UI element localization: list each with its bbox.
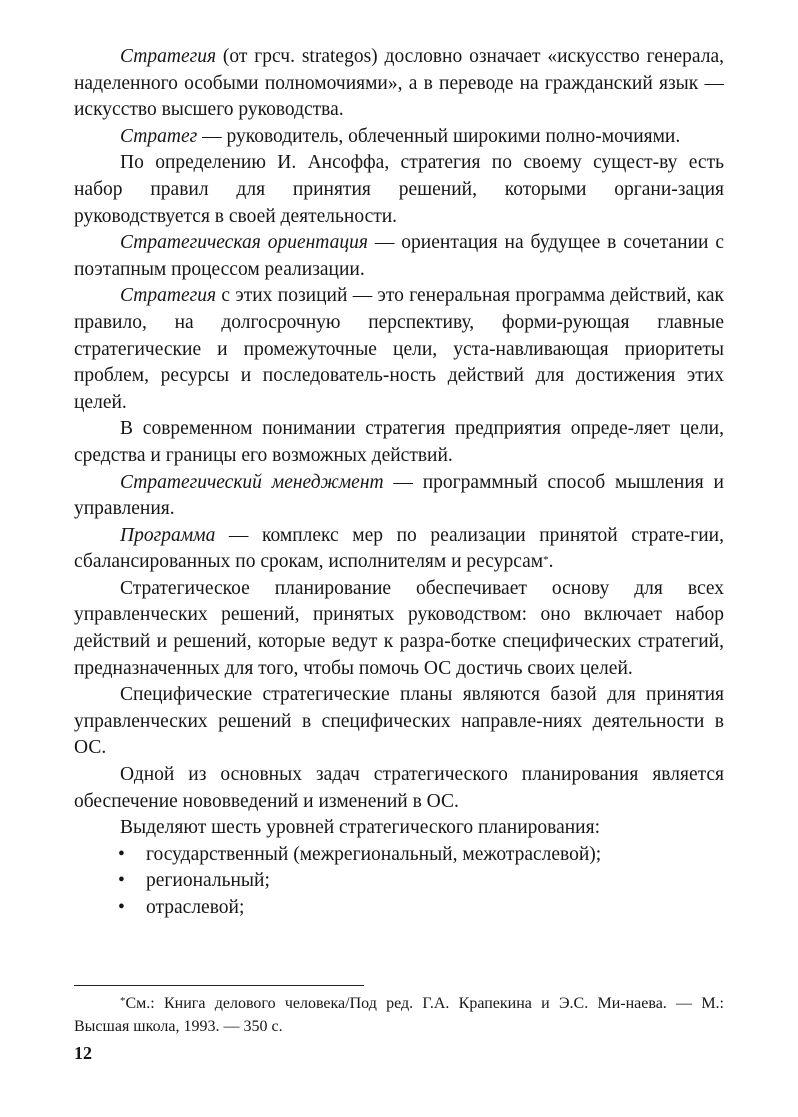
paragraph-strategic-planning <box>74 576 724 682</box>
paragraph-strategic-management <box>74 470 724 523</box>
footnote-divider <box>74 985 364 986</box>
paragraph-main-task <box>74 762 724 815</box>
term: Стратегия <box>120 46 217 67</box>
paragraph-specific-plans <box>74 682 724 762</box>
page-body <box>74 44 724 922</box>
paragraph-text: — комплекс мер по реализации принятой страте-гии, сбалансированных по срокам, исполнителям и ресурсам <box>74 524 724 573</box>
page-number: 12 <box>74 1043 92 1063</box>
paragraph-strategist-definition <box>74 124 724 151</box>
bullet: • <box>118 870 125 892</box>
term: Стратег <box>120 125 198 147</box>
list-item <box>74 895 724 922</box>
paragraph-text: Одной из основных задач стратегического планирования является обеспечение нововведений и изменений в ОС. <box>74 764 724 812</box>
paragraph-strategy-definition <box>74 44 724 124</box>
list-item-text: отраслевой; <box>146 897 245 918</box>
paragraph-strategy-program <box>74 283 724 416</box>
list-item <box>74 842 724 869</box>
list-item-text: региональный; <box>146 870 270 892</box>
paragraph-text: — программный способ мышления и управления. <box>74 471 724 520</box>
paragraph-text: (от грсч. strategos) дословно означает «искусство генерала, наделенного особыми полномочиями», а в переводе на гражданский язык — искусство высшего руководства. <box>74 46 724 121</box>
paragraph-text: По определению И. Ансоффа, стратегия по своему сущест-ву есть набор правил для принятия решений, которыми органи-зация руководствуется в своей деятельности. <box>74 152 724 227</box>
bullet: • <box>118 843 125 865</box>
footnote-mark: * <box>120 995 126 1007</box>
paragraph-ansoff-definition <box>74 150 724 230</box>
paragraph-text: В современном понимании стратегия предприятия опреде-ляет цели, средства и границы его возможных действий. <box>74 418 724 466</box>
paragraph-text: Специфические стратегические планы являются базой для принятия управленческих решений в специфических направле-ниях деятельности в ОС. <box>74 684 724 759</box>
list-item-text: государственный (межрегиональный, межотраслевой); <box>146 843 602 865</box>
term: Стратегический менеджмент <box>120 471 384 493</box>
paragraph-text: — ориентация на будущее в сочетании с поэтапным процессом реализации. <box>74 232 724 280</box>
term: Стратегическая ориентация <box>120 232 368 254</box>
footnote-reference[interactable]: * <box>543 554 549 567</box>
footnote-text: См.: Книга делового человека/Под ред. Г.А. Крапекина и Э.С. Ми-наева. — М.: Высшая школа, 1993. — 350 с. <box>74 995 724 1035</box>
footnote <box>74 992 724 1038</box>
list-item <box>74 868 724 895</box>
bullet: • <box>118 897 125 918</box>
paragraph-program-definition: Программа — комплекс мер по реализации принятой страте-гии, сбалансированных по срокам, исполнителям и ресурсам*. <box>74 524 724 573</box>
paragraph-text: Стратегическое планирование обеспечивает основу для всех управленческих решений, принятых руководством: оно включает набор действий и решений, которые ведут к разра-ботке специфических стратегий, предназначенных для того, чтобы помочь ОС достичь своих целей. <box>74 577 724 679</box>
term: Стратегия <box>120 285 217 307</box>
paragraph-text: Выделяют шесть уровней стратегического планирования: <box>120 817 601 839</box>
paragraph-text: — руководитель, облеченный широкими полно-мочиями. <box>197 125 681 147</box>
paragraph-six-levels <box>74 815 724 842</box>
term: Программа <box>120 524 216 546</box>
paragraph-modern-understanding <box>74 416 724 469</box>
paragraph-text: с этих позиций — это генеральная программа действий, как правило, на долгосрочную перспективу, форми-рующая главные стратегические и промежуточные цели, уста-навливающая приоритеты проблем, ресурсы и последователь-ность действий для достижения этих целей. <box>74 285 724 413</box>
paragraph-strategic-orientation <box>74 230 724 283</box>
planning-levels-list <box>74 842 724 922</box>
